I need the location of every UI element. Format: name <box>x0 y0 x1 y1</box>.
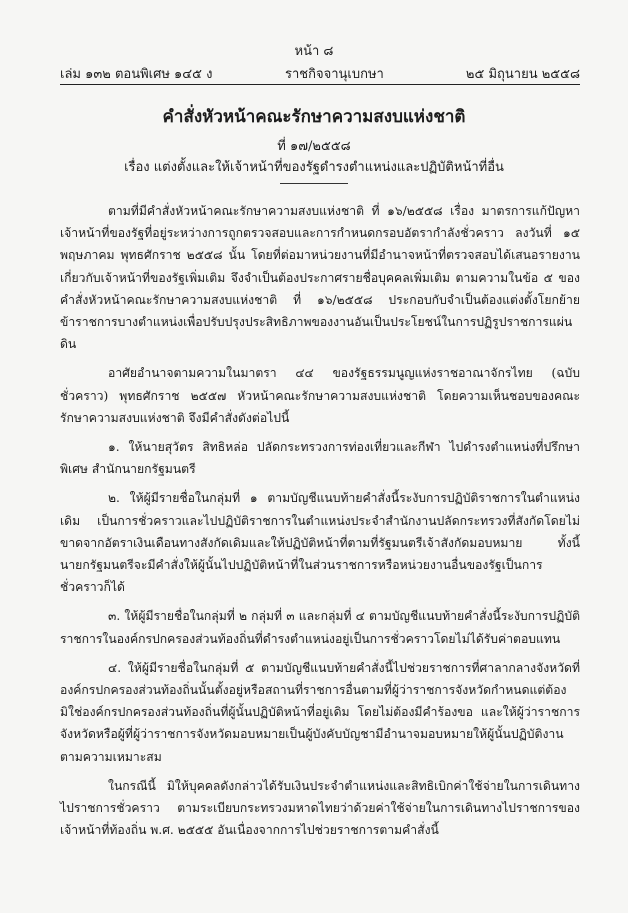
paragraph-clause-3: ๓. ให้ผู้มีรายชื่อในกลุ่มที่ ๒ กลุ่มที่ ๓ และกลุ่มที่ ๔ ตามบัญชีแนบท้ายคำสั่งนี้ระงับการปฏิบัติราชการในองค์กรปกครองส่วนท้องถิ่นที่ดำรงตำแหน่งอยู่เป็นการชั่วคราวโดยไม่ได้รับค่าตอบแทน <box>60 609 580 646</box>
page-number: หน้า ๘ <box>294 44 334 59</box>
header-rule <box>60 84 580 85</box>
order-number: ที่ ๑๗/๒๕๕๘ <box>277 139 351 154</box>
order-subject: เรื่อง แต่งตั้งและให้เจ้าหน้าที่ของรัฐดำรงตำแหน่งและปฏิบัติหน้าที่อื่น <box>124 160 504 175</box>
document-title: คำสั่งหัวหน้าคณะรักษาความสงบแห่งชาติ <box>162 107 466 127</box>
volume-info: เล่ม ๑๓๒ ตอนพิเศษ ๑๔๕ ง <box>60 67 213 82</box>
paragraph-clause-1: ๑. ให้นายสุวัตร สิทธิหล่อ ปลัดกระทรวงการท่องเที่ยวและกีฬา ไปดำรงตำแหน่งที่ปรึกษาพิเศษ สำนักนายกรัฐมนตรี <box>60 440 580 477</box>
title-divider <box>280 183 348 184</box>
document-body <box>60 200 580 848</box>
paragraph-preamble: ตามที่มีคำสั่งหัวหน้าคณะรักษาความสงบแห่งชาติ ที่ ๑๖/๒๕๕๘ เรื่อง มาตรการแก้ปัญหาเจ้าหน้าที่ของรัฐที่อยู่ระหว่างการถูกตรวจสอบและการกำหนดกรอบอัตรากำลังชั่วคราว ลงวันที่ ๑๕ พฤษภาคม พุทธศักราช ๒๕๕๘ นั้น โดยที่ต่อมาหน่วยงานที่มีอำนาจหน้าที่ตรวจสอบได้เสนอรายงานเกี่ยวกับเจ้าหน้าที่ของรัฐเพิ่มเติม จึงจำเป็นต้องประกาศรายชื่อบุคคลเพิ่มเติม ตามความในข้อ ๕ ของคำสั่งหัวหน้าคณะรักษาความสงบแห่งชาติ ที่ ๑๖/๒๕๕๘ ประกอบกับจำเป็นต้องแต่งตั้งโยกย้ายข้าราชการบางตำแหน่งเพื่อปรับปรุงประสิทธิภาพของงานอันเป็นประโยชน์ในการปฏิรูปราชการแผ่นดิน <box>60 204 580 352</box>
publication-date: ๒๕ มิถุนายน ๒๕๕๘ <box>465 67 580 82</box>
gazette-name: ราชกิจจานุเบกษา <box>285 67 384 82</box>
paragraph-clause-4: ๔. ให้ผู้มีรายชื่อในกลุ่มที่ ๕ ตามบัญชีแนบท้ายคำสั่งนี้ไปช่วยราชการที่ศาลากลางจังหวัดที่องค์กรปกครองส่วนท้องถิ่นนั้นตั้งอยู่หรือสถานที่ราชการอื่นตามที่ผู้ว่าราชการจังหวัดกำหนดแต่ต้องมิใช่องค์กรปกครองส่วนท้องถิ่นที่ผู้นั้นปฏิบัติหน้าที่อยู่เดิม โดยไม่ต้องมีคำร้องขอ และให้ผู้ว่าราชการจังหวัดหรือผู้ที่ผู้ว่าราชการจังหวัดมอบหมายเป็นผู้บังคับบัญชามีอำนาจมอบหมายให้ผู้นั้นปฏิบัติงานตามความเหมาะสม <box>60 660 580 764</box>
paragraph-authority: อาศัยอำนาจตามความในมาตรา ๔๔ ของรัฐธรรมนูญแห่งราชอาณาจักรไทย (ฉบับชั่วคราว) พุทธศักราช ๒๕๕๗ หัวหน้าคณะรักษาความสงบแห่งชาติ โดยความเห็นชอบของคณะรักษาความสงบแห่งชาติ จึงมีคำสั่งดังต่อไปนี้ <box>60 366 580 425</box>
paragraph-clause-2: ๒. ให้ผู้มีรายชื่อในกลุ่มที่ ๑ ตามบัญชีแนบท้ายคำสั่งนี้ระงับการปฏิบัติราชการในตำแหน่งเดิม เป็นการชั่วคราวและไปปฏิบัติราชการในตำแหน่งประจำสำนักงานปลัดกระทรวงที่สังกัดโดยไม่ขาดจากอัตราเงินเดือนทางสังกัดเดิมและให้ปฏิบัติหน้าที่ตามที่รัฐมนตรีเจ้าสังกัดมอบหมาย ทั้งนี้ นายกรัฐมนตรีจะมีคำสั่งให้ผู้นั้นไปปฏิบัติหน้าที่ในส่วนราชการหรือหน่วยงานอื่นของรัฐเป็นการชั่วคราวก็ได้ <box>60 491 580 595</box>
paragraph-note: ในกรณีนี้ มิให้บุคคลดังกล่าวได้รับเงินประจำตำแหน่งและสิทธิเบิกค่าใช้จ่ายในการเดินทางไปราชการชั่วคราว ตามระเบียบกระทรวงมหาดไทยว่าด้วยค่าใช้จ่ายในการเดินทางไปราชการของเจ้าหน้าที่ท้องถิ่น พ.ศ. ๒๕๕๕ อันเนื่องจากการไปช่วยราชการตามคำสั่งนี้ <box>60 778 580 838</box>
